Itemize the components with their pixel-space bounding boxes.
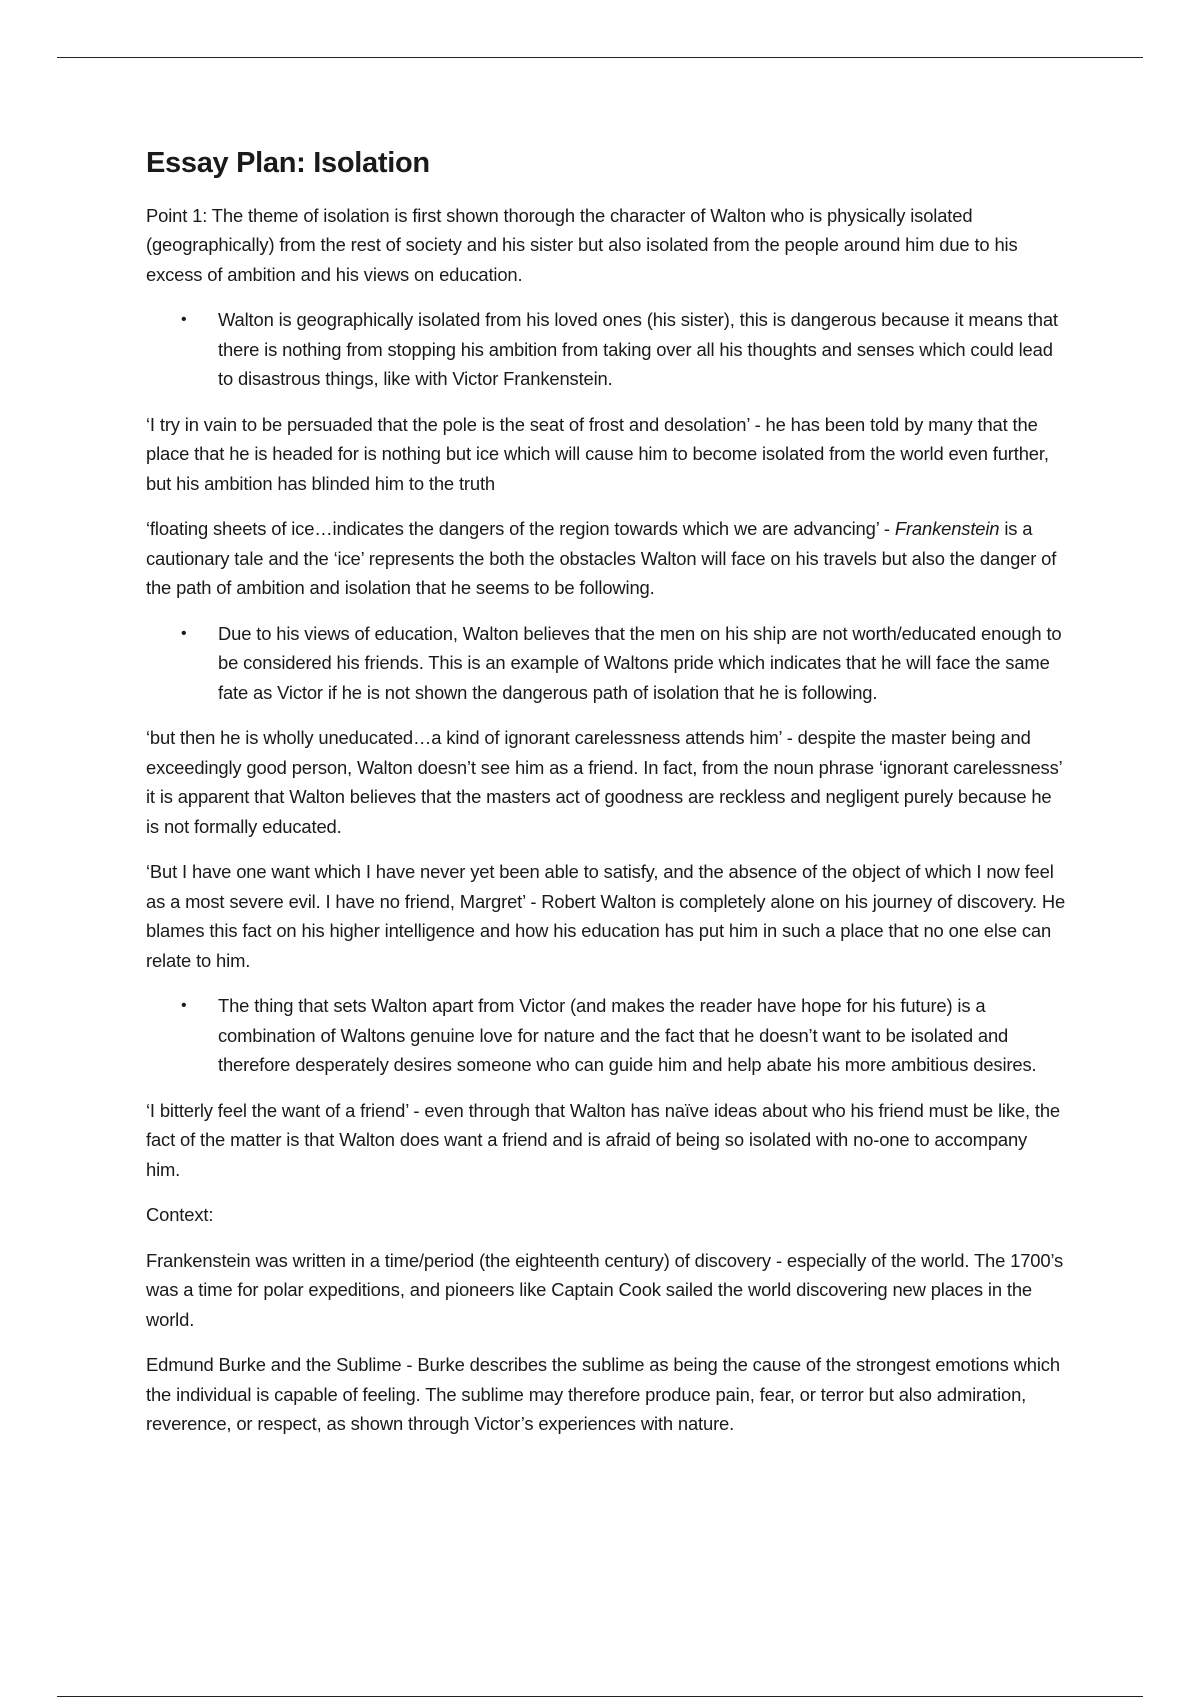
quote-text: ‘floating sheets of ice…indicates the dangers of the region towards which we are advancing’ - bbox=[146, 518, 895, 540]
point-1-paragraph: Point 1: The theme of isolation is first shown thorough the character of Walton who is physically isolated (geographically) from the rest of society and his sister but also isolated from the people around him due to his excess of ambition and his views on education. bbox=[146, 204, 1018, 285]
context-heading: Context: bbox=[146, 1204, 214, 1226]
bullet-list-1 bbox=[146, 305, 1066, 394]
header-rule bbox=[57, 57, 1143, 58]
bullet-text: The thing that sets Walton apart from Victor (and makes the reader have hope for his future) is a combination of Waltons genuine love for nature and the fact that he doesn’t want to be isolated and therefore desperately desires someone who can guide him and help abate his more ambitious desires. bbox=[218, 995, 1037, 1076]
context-paragraph-1: Frankenstein was written in a time/period (the eighteenth century) of discovery - especially of the world. The 1700’s was a time for polar expeditions, and pioneers like Captain Cook sailed the world discovering new places in the world. bbox=[146, 1249, 1064, 1330]
bullet-icon: • bbox=[181, 311, 187, 329]
bullet-list-2 bbox=[146, 619, 1066, 708]
bullet-icon: • bbox=[181, 997, 187, 1015]
list-item bbox=[146, 991, 1066, 1080]
quote-paragraph-2 bbox=[146, 514, 1066, 603]
bullet-list-3 bbox=[146, 991, 1066, 1080]
bullet-icon: • bbox=[181, 624, 187, 642]
quote-paragraph-1: ‘I try in vain to be persuaded that the pole is the seat of frost and desolation’ - he has been told by many that the place that he is headed for is nothing but ice which will cause him to become isolated from the world even further, but his ambition has blinded him to the truth bbox=[146, 413, 1049, 494]
list-item bbox=[146, 619, 1066, 708]
book-title-italic: Frankenstein bbox=[894, 518, 1000, 540]
quote-paragraph-3: ‘but then he is wholly uneducated…a kind of ignorant carelessness attends him’ - despite the master being and exceedingly good person, Walton doesn’t see him as a friend. In fact, from the noun phrase ‘ignorant carelessness’ it is apparent that Walton believes that the masters act of goodness are reckless and negligent purely because he is not formally educated. bbox=[146, 727, 1062, 837]
quote-paragraph-4: ‘But I have one want which I have never yet been able to satisfy, and the absence of the object of which I now feel as a most severe evil. I have no friend, Margret’ - Robert Walton is completely alone on his journey of discovery. He blames this fact on his higher intelligence and how his education has put him in such a place that no one else can relate to him. bbox=[146, 861, 1066, 971]
footer-rule bbox=[57, 1696, 1143, 1697]
document-body bbox=[146, 146, 1066, 1455]
quote-analysis-text: is a cautionary tale and the ‘ice’ represents the both the obstacles Walton will face on his travels but also the danger of the path of ambition and isolation that he seems to be following. bbox=[146, 518, 1057, 599]
bullet-text: Walton is geographically isolated from his loved ones (his sister), this is dangerous because it means that there is nothing from stopping his ambition from taking over all his thoughts and senses which could lead to disastrous things, like with Victor Frankenstein. bbox=[218, 309, 1058, 390]
document-title: Essay Plan: Isolation bbox=[146, 147, 430, 179]
list-item bbox=[146, 305, 1066, 394]
context-paragraph-2: Edmund Burke and the Sublime - Burke describes the sublime as being the cause of the strongest emotions which the individual is capable of feeling. The sublime may therefore produce pain, fear, or terror but also admiration, reverence, or respect, as shown through Victor’s experiences with nature. bbox=[146, 1354, 1060, 1435]
quote-paragraph-5: ‘I bitterly feel the want of a friend’ - even through that Walton has naïve ideas about who his friend must be like, the fact of the matter is that Walton does want a friend and is afraid of being so isolated with no-one to accompany him. bbox=[146, 1099, 1060, 1180]
bullet-text: Due to his views of education, Walton believes that the men on his ship are not worth/educated enough to be considered his friends. This is an example of Waltons pride which indicates that he will face the same fate as Victor if he is not shown the dangerous path of isolation that he is following. bbox=[218, 622, 1062, 703]
